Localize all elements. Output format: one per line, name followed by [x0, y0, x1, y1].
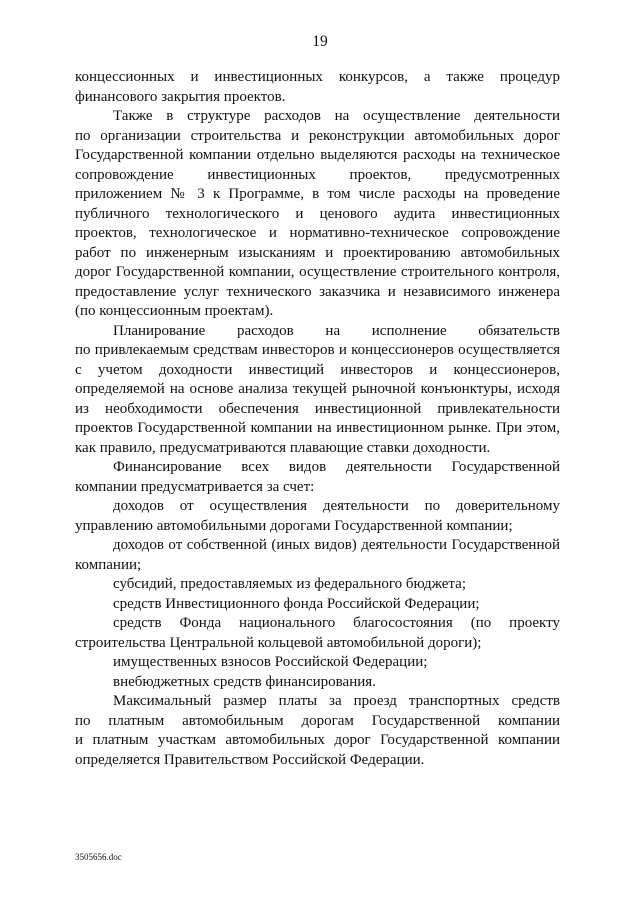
text-line: Максимальный размер платы за проезд транспортных средств — [113, 693, 560, 709]
text-line: компании; — [75, 556, 142, 573]
text-line: проектов Государственной компании на инвестиционном рынке. При этом, — [75, 420, 560, 436]
text-line: Государственной компании отдельно выделяются расходы на техническое — [75, 147, 560, 163]
text-line: определяемой на основе анализа текущей рыночной конъюнктуры, исходя — [75, 381, 560, 397]
text-line: работ по инженерным изысканиям и проектированию автомобильных — [75, 244, 560, 261]
text-line: Финансирование всех видов деятельности Государственной — [113, 459, 560, 475]
text-line: имущественных взносов Российской Федерации; — [113, 654, 428, 670]
text-line: из необходимости обеспечения инвестиционной привлекательности — [75, 400, 560, 417]
text-line: доходов от собственной (иных видов) деятельности Государственной — [113, 537, 560, 553]
text-line: средств Фонда национального благосостояния (по проекту — [113, 615, 560, 631]
text-line: концессионных и инвестиционных конкурсов, а также процедур — [75, 69, 560, 85]
text-line: дорог Государственной компании, осуществление строительного контроля, — [75, 264, 560, 280]
text-line: доходов от осуществления деятельности по доверительному — [113, 498, 560, 514]
document-filename: 3505656.doc — [75, 852, 122, 862]
text-line: Также в структуре расходов на осуществление деятельности — [113, 108, 560, 124]
text-line: строительства Центральной кольцевой автомобильной дороги); — [75, 634, 482, 651]
text-line: и платным участкам автомобильных дорог Государственной компании — [75, 732, 560, 748]
text-line: приложением № 3 к Программе, в том числе расходы на проведение — [75, 186, 560, 202]
text-line: проектов, технологическое и нормативно-техническое сопровождение — [75, 225, 560, 241]
text-line: предоставление услуг технического заказчика и независимого инженера — [75, 283, 560, 300]
text-line: с учетом доходности инвестиций инвесторов и концессионеров, — [75, 361, 560, 378]
page-number: 19 — [312, 33, 328, 50]
text-line: субсидий, предоставляемых из федерального бюджета; — [113, 576, 466, 592]
document-body — [75, 68, 560, 770]
text-line: по привлекаемым средствам инвесторов и концессионеров осуществляется — [75, 342, 560, 358]
text-line: публичного технологического и ценового аудита инвестиционных — [75, 205, 560, 222]
text-line: по организации строительства и реконструкции автомобильных дорог — [75, 127, 560, 144]
text-line: по платным автомобильным дорогам Государственной компании — [75, 712, 560, 729]
text-line: Планирование расходов на исполнение обязательств — [113, 322, 560, 339]
text-line: как правило, предусматриваются плавающие ставки доходности. — [75, 439, 491, 456]
text-line: компании предусматривается за счет: — [75, 478, 315, 495]
text-line: (по концессионным проектам). — [75, 303, 274, 319]
text-line: сопровождение инвестиционных проектов, предусмотренных — [75, 166, 560, 183]
text-line: определяется Правительством Российской Федерации. — [75, 751, 425, 768]
text-line: средств Инвестиционного фонда Российской Федерации; — [113, 595, 480, 612]
text-line: управлению автомобильными дорогами Государственной компании; — [75, 517, 513, 534]
text-line: финансового закрытия проектов. — [75, 88, 286, 105]
text-line: внебюджетных средств финансирования. — [113, 673, 376, 690]
